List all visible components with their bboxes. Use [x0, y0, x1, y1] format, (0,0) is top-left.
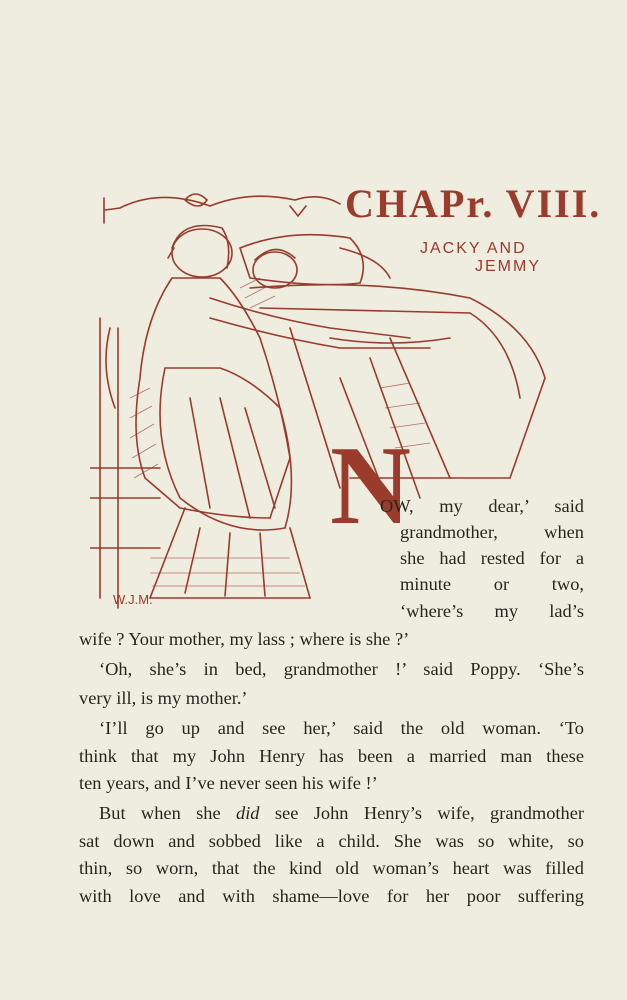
- chapter-subtitle-line1: JACKY AND: [420, 240, 527, 257]
- text-line: But when she did see John Henry’s wife, grandmother: [99, 803, 584, 823]
- text-line: she had rested for a: [400, 548, 584, 568]
- text-line: ten years, and I’ve never seen his wife !’: [79, 773, 378, 793]
- text-line: OW, my dear,’ said: [380, 496, 584, 516]
- text-line: with love and with shame—love for her poor suffering: [79, 886, 584, 906]
- chapter-subtitle-line2: JEMMY: [475, 258, 541, 275]
- text-line: sat down and sobbed like a child. She was so white, so: [79, 831, 584, 851]
- text-line: ‘I’ll go up and see her,’ said the old woman. ‘To: [99, 718, 584, 738]
- text-line: wife ? Your mother, my lass ; where is she ?’: [79, 629, 410, 649]
- text-line: ‘where’s my lad’s: [400, 601, 584, 621]
- text-line: very ill, is my mother.’: [79, 688, 248, 708]
- text-line: minute or two,: [400, 574, 584, 594]
- text-line: grandmother, when: [400, 522, 584, 542]
- text-line: thin, so worn, that the kind old woman’s heart was filled: [79, 858, 584, 878]
- drop-cap: N: [330, 424, 411, 548]
- illustrator-signature: W.J.M.: [113, 592, 153, 607]
- text-line: ‘Oh, she’s in bed, grandmother !’ said Poppy. ‘She’s: [99, 659, 584, 679]
- emphasis-did: did: [236, 803, 260, 823]
- text-line: think that my John Henry has been a married man these: [79, 746, 584, 766]
- chapter-heading: CHAPr. VIII.: [345, 181, 602, 226]
